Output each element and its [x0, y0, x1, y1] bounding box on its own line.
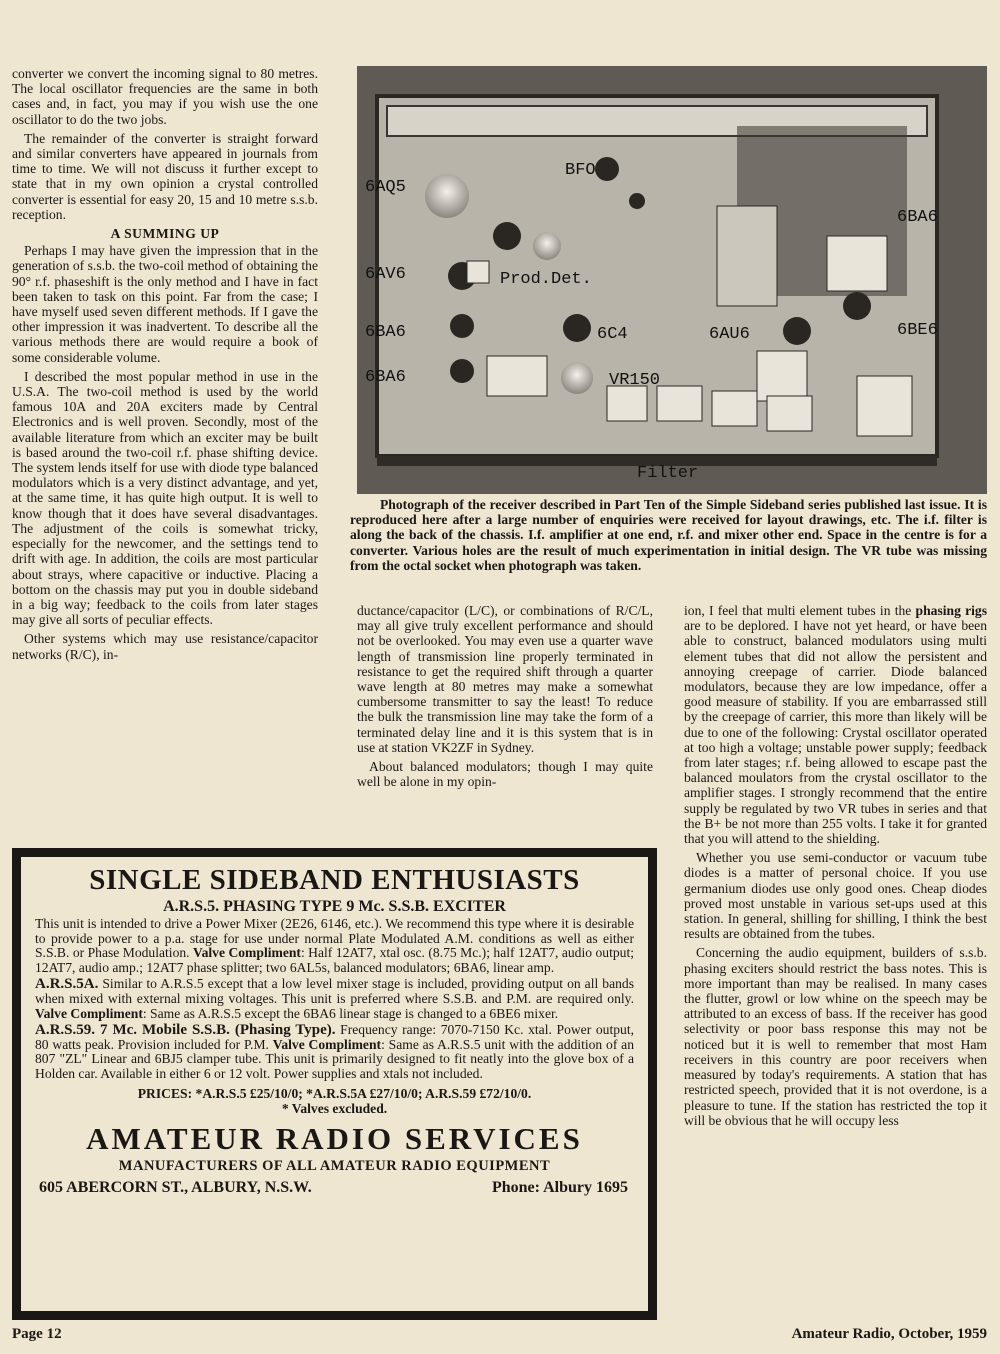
- photo-caption: [350, 497, 987, 573]
- ad-tagline: MANUFACTURERS OF ALL AMATEUR RADIO EQUIPMENT: [118, 1157, 551, 1174]
- advertisement-box: [12, 848, 657, 1320]
- tube-label: 6BE6: [897, 321, 938, 340]
- tube-label: VR150: [609, 371, 661, 390]
- paragraph: ion, I feel that multi element tubes in the phasing rigs are to be deplored. I have not yet heard, or have been able to construct, balanced modulators using multi element tubes that did not allow the persistent and annoying creepage of carrier. Diode balanced modulators, because they are low impedance, offer a good measure of stability. If you are embarrassed still by the creepage of carrier, this more than likely will be due to one of the following: Crystal oscillator operated at too high a voltage; unstable power supply; feedback from later stages; r.f. being allowed to escape past the balanced moulators from the crystal oscillator to the amplifier stages. I strongly recommend that the entire supply be regulated by two VR tubes in series and that the B+ be not more than 255 volts. I take it for granted that you will attend to the shielding.: [684, 603, 987, 847]
- receiver-chassis-photo: [357, 66, 987, 494]
- paragraph: Perhaps I may have given the impression that in the generation of s.s.b. the two-coil method of obtaining the 90° r.f. phaseshift is the only method and I have in fact been taken to task on this point. Far from the case; I have myself used seven different methods. If I gave the other impression it was inadvertent. To describe all the various methods there are would require a book of some considerable volume.: [12, 243, 318, 365]
- paragraph: converter we convert the incoming signal to 80 metres. The local oscillator frequencies are the same in both cases and, in fact, you may if you wish use the one oscillator to do the two jobs.: [12, 66, 318, 127]
- tube-label: 6AU6: [709, 325, 750, 344]
- publication-info: Amateur Radio, October, 1959: [791, 1326, 987, 1342]
- ad-paragraph-ars5a: A.R.S.5A. Similar to A.R.S.5 except that a low level mixer stage is included, providing output on all bands when mixed with external mixing voltages. This unit is preferred where S.S.B. and P.M. are required only. Valve Compliment: Same as A.R.S.5 except the 6BA6 linear stage is changed to a 6BE6 mixer.: [35, 976, 634, 1021]
- tube-label: BFO: [565, 161, 596, 180]
- bold-phrase: phasing rigs: [915, 603, 987, 618]
- paragraph: Concerning the audio equipment, builders of s.s.b. phasing exciters should restrict the bass notes. This is more important than may be realised. In many cases the flutter, growl or low whine on the speech may be attributed to an excess of bass. If the receiver has good selectivity or poor bass response this may not be noticed but it is well to remember that most Ham receivers in this country are poor receivers when measured by today's requirements. A station that has restricted speech, provided that it is not overdone, is a pleasure to tune. If the station has restricted the top it will be obvious that he will occupy less: [684, 945, 987, 1128]
- paragraph: I described the most popular method in use in the U.S.A. The two-coil method is used by the world famous 10A and 20A exciters made by Central Electronics and is well proven. Secondly, most of the available literature from which an exciter may be built is based around the two-coil r.f. phase shifting device. The system lends itself for use with diode type balanced modulators which is a very distinct advantage, and yet, at the same time, it has quite high output. It is well to know though that it does have several disadvantages. The adjustment of the coils is somewhat tricky, especially for the newcomer, and the settings tend to drift with age. In addition, the coils are most particular about strays, where capacitive or inductive. Placing a bottom on the chassis may put you in double sideband in a big way; feedback to the coils from later stages may give all sorts of peculiar effects.: [12, 368, 318, 628]
- article-column-2: [357, 603, 653, 793]
- tube-label: Prod.Det.: [500, 270, 592, 289]
- article-column-1: [12, 66, 318, 666]
- ad-subtitle: A.R.S.5. PHASING TYPE 9 Mc. S.S.B. EXCITER: [163, 898, 506, 915]
- tube-label: 6BA6: [897, 208, 938, 227]
- ad-phone: Phone: Albury 1695: [491, 1178, 628, 1196]
- section-heading: A SUMMING UP: [110, 226, 220, 242]
- ad-company-name: AMATEUR RADIO SERVICES: [86, 1120, 583, 1156]
- tube-label: 6BA6: [365, 323, 406, 342]
- paragraph: Whether you use semi-conductor or vacuum tube diodes is a matter of personal choice. If you use germanium diodes use only good ones. Cheap diodes proved most unstable in various set-ups used at this station. In general, shilling for shilling, I think the best results are obtained from the tubes.: [684, 850, 987, 942]
- ad-paragraph-ars59: A.R.S.59. 7 Mc. Mobile S.S.B. (Phasing Type). Frequency range: 7070-7150 Kc. xtal. Power output, 80 watts peak. Provision included for P.M. Valve Compliment: Same as A.R.S.5 unit with the addition of an 807 "ZL" Linear and 6BJ5 clamper tube. This unit is primarily designed to fit neatly into the glove box of a Holden car. Available in either 6 or 12 volt. Power supplies and xtals not included.: [35, 1022, 635, 1081]
- ad-prices: PRICES: *A.R.S.5 £25/10/0; *A.R.S.5A £27/10/0; A.R.S.59 £72/10/0.: [137, 1085, 532, 1101]
- ad-paragraph-ars5: This unit is intended to drive a Power Mixer (2E26, 6146, etc.). We recommend this type where it is desirable to provide power to a p.a. stage for use under normal Plate Modulated A.M. conditions as well as either S.S.B. or Phase Modulation. Valve Compliment: Half 12AT7, xtal osc. (8.75 Mc.); half 12AT7, audio output; 12AT7, audio amp.; 12AT7 phase splitter; two 6AL5s, balanced modulators; 6BA6, linear amp.: [35, 916, 634, 975]
- paragraph: About balanced modulators; though I may quite well be alone in my opin-: [357, 759, 653, 790]
- caption-text: Photograph of the receiver described in Part Ten of the Simple Sideband series published last issue. It is reproduced here after a large number of enquiries were received for layout drawings, etc. The i.f. filter is along the back of the chassis. I.f. amplifier at one end, r.f. and mixer other end. Space in the centre is for a converter. Various holes are the result of much experimentation in initial design. The VR tube was missing from the octal socket when photograph was taken.: [350, 497, 987, 573]
- page-number: Page 12: [12, 1326, 62, 1342]
- paragraph: The remainder of the converter is straight forward and similar converters have appeared in journals from time to time. We will not discuss it further except to state that in my own opinion a crystal controlled converter is essential for easy 20, 15 and 10 metre s.s.b. reception.: [12, 130, 318, 222]
- ad-title: SINGLE SIDEBAND ENTHUSIASTS: [89, 864, 580, 896]
- article-column-3: [684, 603, 987, 1132]
- tube-label: 6BA6: [365, 368, 406, 387]
- paragraph: ductance/capacitor (L/C), or combinations of R/C/L, may all give truly excellent performance and should not be overlooked. You may even use a quarter wave length of transmission line properly terminated in resistance to get the required shift through a quarter wave length at 80 metres may make a somewhat cumbersome transmitter to say the least! To reduce the bulk the transmission line may take the form of a terminated delay line and it is this system that is in use at station VK2ZF in Sydney.: [357, 603, 653, 755]
- ad-address: 605 ABERCORN ST., ALBURY, N.S.W.: [39, 1178, 312, 1196]
- tube-label: 6C4: [597, 325, 628, 344]
- tube-label: 6AV6: [365, 265, 406, 284]
- paragraph: Other systems which may use resistance/capacitor networks (R/C), in-: [12, 631, 318, 662]
- ad-prices-note: * Valves excluded.: [281, 1100, 388, 1116]
- tube-label: Filter: [637, 464, 699, 483]
- tube-label: 6AQ5: [365, 178, 406, 197]
